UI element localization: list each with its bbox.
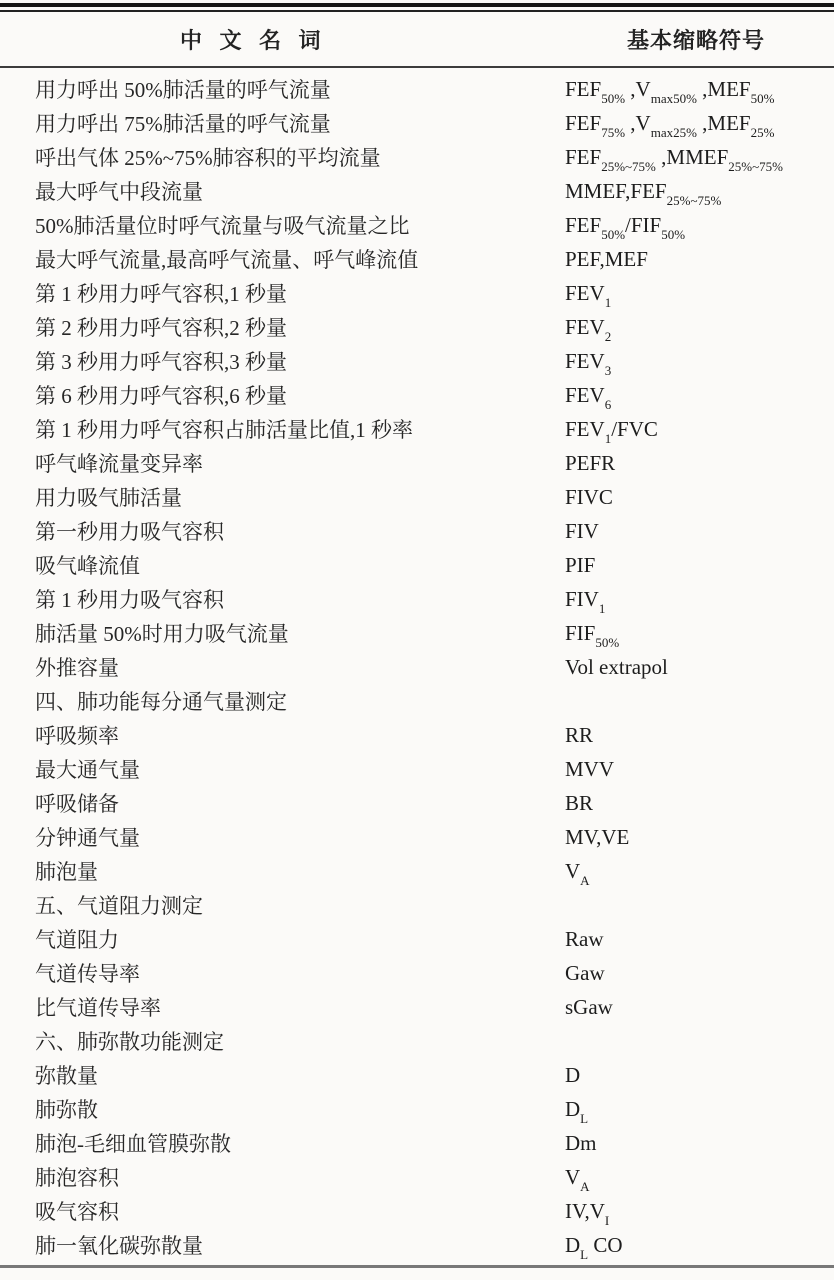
term-abbreviation: FIVC: [565, 484, 613, 509]
term-chinese-name: 肺泡容积: [35, 1166, 119, 1190]
term-abbreviation: $D_L$ CO: [565, 1232, 623, 1262]
term-chinese-name: 外推容量: [35, 656, 119, 680]
term-chinese-name: 第 1 秒用力吸气容积: [35, 588, 224, 612]
term-chinese-name: 分钟通气量: [35, 826, 140, 850]
table-section-row: [0, 888, 834, 922]
table-row: [0, 140, 834, 174]
term-abbreviation: RR: [565, 722, 594, 747]
table-row: [0, 1058, 834, 1092]
term-abbreviation: $V_A$: [565, 858, 590, 888]
term-abbreviation: $FEV_2$: [565, 314, 612, 344]
term-abbreviation: $IV,V_I$: [565, 1198, 610, 1228]
term-abbreviation: sGaw: [565, 994, 613, 1019]
term-abbreviation: PEFR: [565, 450, 616, 475]
term-chinese-name: 肺活量 50%时用力吸气流量: [35, 622, 289, 646]
table-row: [0, 582, 834, 616]
bottom-rule: [0, 1265, 834, 1268]
term-chinese-name: 第 2 秒用力呼气容积,2 秒量: [35, 316, 287, 340]
term-chinese-name: 呼出气体 25%~75%肺容积的平均流量: [35, 146, 381, 170]
term-chinese-name: 最大呼气中段流量: [35, 180, 203, 204]
term-chinese-name: 吸气容积: [35, 1200, 119, 1224]
table-row: [0, 616, 834, 650]
header-underline-rule: [0, 66, 834, 68]
term-chinese-name: 肺一氧化碳弥散量: [35, 1234, 203, 1258]
table-row: [0, 650, 834, 684]
term-chinese-name: 用力呼出 50%肺活量的呼气流量: [35, 78, 331, 102]
table-section-row: [0, 684, 834, 718]
term-chinese-name: 呼吸储备: [35, 792, 119, 816]
term-chinese-name: 第 1 秒用力呼气容积占肺活量比值,1 秒率: [35, 418, 413, 442]
table-row: [0, 786, 834, 820]
table-header-row: [0, 24, 834, 60]
table-row: [0, 752, 834, 786]
term-chinese-name: 肺泡量: [35, 860, 98, 884]
term-chinese-name: 气道阻力: [35, 928, 119, 952]
term-abbreviation: $FEF_{75\%}$ $,V_{max25\%}$ $,MEF_{25\%}$: [565, 110, 775, 140]
table-row: [0, 106, 834, 140]
term-abbreviation: $FEV_6$: [565, 382, 612, 412]
term-abbreviation: $FEV_1$/FVC: [565, 416, 658, 446]
term-chinese-name: 肺泡-毛细血管膜弥散: [35, 1132, 231, 1156]
table-row: [0, 990, 834, 1024]
term-chinese-name: 呼气峰流量变异率: [35, 452, 203, 476]
term-abbreviation: PEF,MEF: [565, 246, 648, 271]
term-abbreviation: PIF: [565, 552, 596, 577]
term-abbreviation: $MMEF,FEF_{25\%\sim 75\%}$: [565, 178, 722, 208]
term-chinese-name: 呼吸频率: [35, 724, 119, 748]
table-row: [0, 854, 834, 888]
term-chinese-name: 第一秒用力吸气容积: [35, 520, 224, 544]
term-abbreviation: $FEF_{25\%\sim 75\%}$ $,MMEF_{25\%\sim 75\%}$: [565, 144, 783, 174]
term-chinese-name: 50%肺活量位时呼气流量与吸气流量之比: [35, 214, 410, 238]
term-abbreviation: $FEF_{50\%}$ $,V_{max50\%}$ $,MEF_{50\%}$: [565, 76, 775, 106]
table-row: [0, 514, 834, 548]
table-row: [0, 1228, 834, 1262]
table-row: [0, 310, 834, 344]
term-chinese-name: 用力呼出 75%肺活量的呼气流量: [35, 112, 331, 136]
term-abbreviation: Raw: [565, 926, 604, 951]
column-header-abbreviation: 基本缩略符号: [627, 28, 766, 53]
term-chinese-name: 弥散量: [35, 1064, 98, 1088]
table-row: [0, 446, 834, 480]
table-row: [0, 956, 834, 990]
table-section-row: [0, 1024, 834, 1058]
table-row: [0, 1160, 834, 1194]
table-row: [0, 276, 834, 310]
term-chinese-name: 比气道传导率: [35, 996, 161, 1020]
table-row: [0, 1126, 834, 1160]
term-abbreviation: Vol extrapol: [565, 654, 668, 679]
table-row: [0, 1194, 834, 1228]
term-chinese-name: 气道传导率: [35, 962, 140, 986]
table-row: [0, 922, 834, 956]
term-abbreviation: Dm: [565, 1130, 597, 1155]
term-abbreviation: $FEV_3$: [565, 348, 612, 378]
term-chinese-name: 最大呼气流量,最高呼气流量、呼气峰流值: [35, 248, 419, 272]
table-row: [0, 344, 834, 378]
term-chinese-name: 六、肺弥散功能测定: [35, 1030, 224, 1054]
table-row: [0, 1092, 834, 1126]
term-abbreviation: $D_L$: [565, 1096, 589, 1126]
term-abbreviation: MV,VE: [565, 824, 630, 849]
table-row: [0, 72, 834, 106]
table-row: [0, 480, 834, 514]
table-row: [0, 378, 834, 412]
table-body: [0, 72, 834, 1262]
term-abbreviation: BR: [565, 790, 594, 815]
term-abbreviation: $FIF_{50\%}$: [565, 620, 620, 650]
term-chinese-name: 第 3 秒用力呼气容积,3 秒量: [35, 350, 287, 374]
column-header-chinese-name: 中 文 名 词: [180, 28, 327, 53]
term-abbreviation: $FEV_1$: [565, 280, 612, 310]
top-rule-thick: [0, 3, 834, 7]
term-chinese-name: 最大通气量: [35, 758, 140, 782]
term-chinese-name: 第 1 秒用力呼气容积,1 秒量: [35, 282, 287, 306]
table-row: [0, 242, 834, 276]
table-row: [0, 174, 834, 208]
term-abbreviation: D: [565, 1062, 581, 1087]
term-abbreviation: $V_A$: [565, 1164, 590, 1194]
term-abbreviation: $FEF_{50\%}/FIF_{50\%}$: [565, 212, 686, 242]
term-chinese-name: 五、气道阻力测定: [35, 894, 203, 918]
top-rule-thin: [0, 10, 834, 12]
table-row: [0, 820, 834, 854]
table-row: [0, 412, 834, 446]
table-row: [0, 718, 834, 752]
term-abbreviation: FIV: [565, 518, 599, 543]
term-abbreviation: MVV: [565, 756, 615, 781]
table-row: [0, 208, 834, 242]
term-chinese-name: 吸气峰流值: [35, 554, 140, 578]
term-abbreviation: $FIV_1$: [565, 586, 606, 616]
term-chinese-name: 四、肺功能每分通气量测定: [35, 690, 287, 714]
term-chinese-name: 第 6 秒用力呼气容积,6 秒量: [35, 384, 287, 408]
term-abbreviation: Gaw: [565, 960, 605, 985]
term-chinese-name: 肺弥散: [35, 1098, 98, 1122]
term-chinese-name: 用力吸气肺活量: [35, 486, 182, 510]
table-row: [0, 548, 834, 582]
